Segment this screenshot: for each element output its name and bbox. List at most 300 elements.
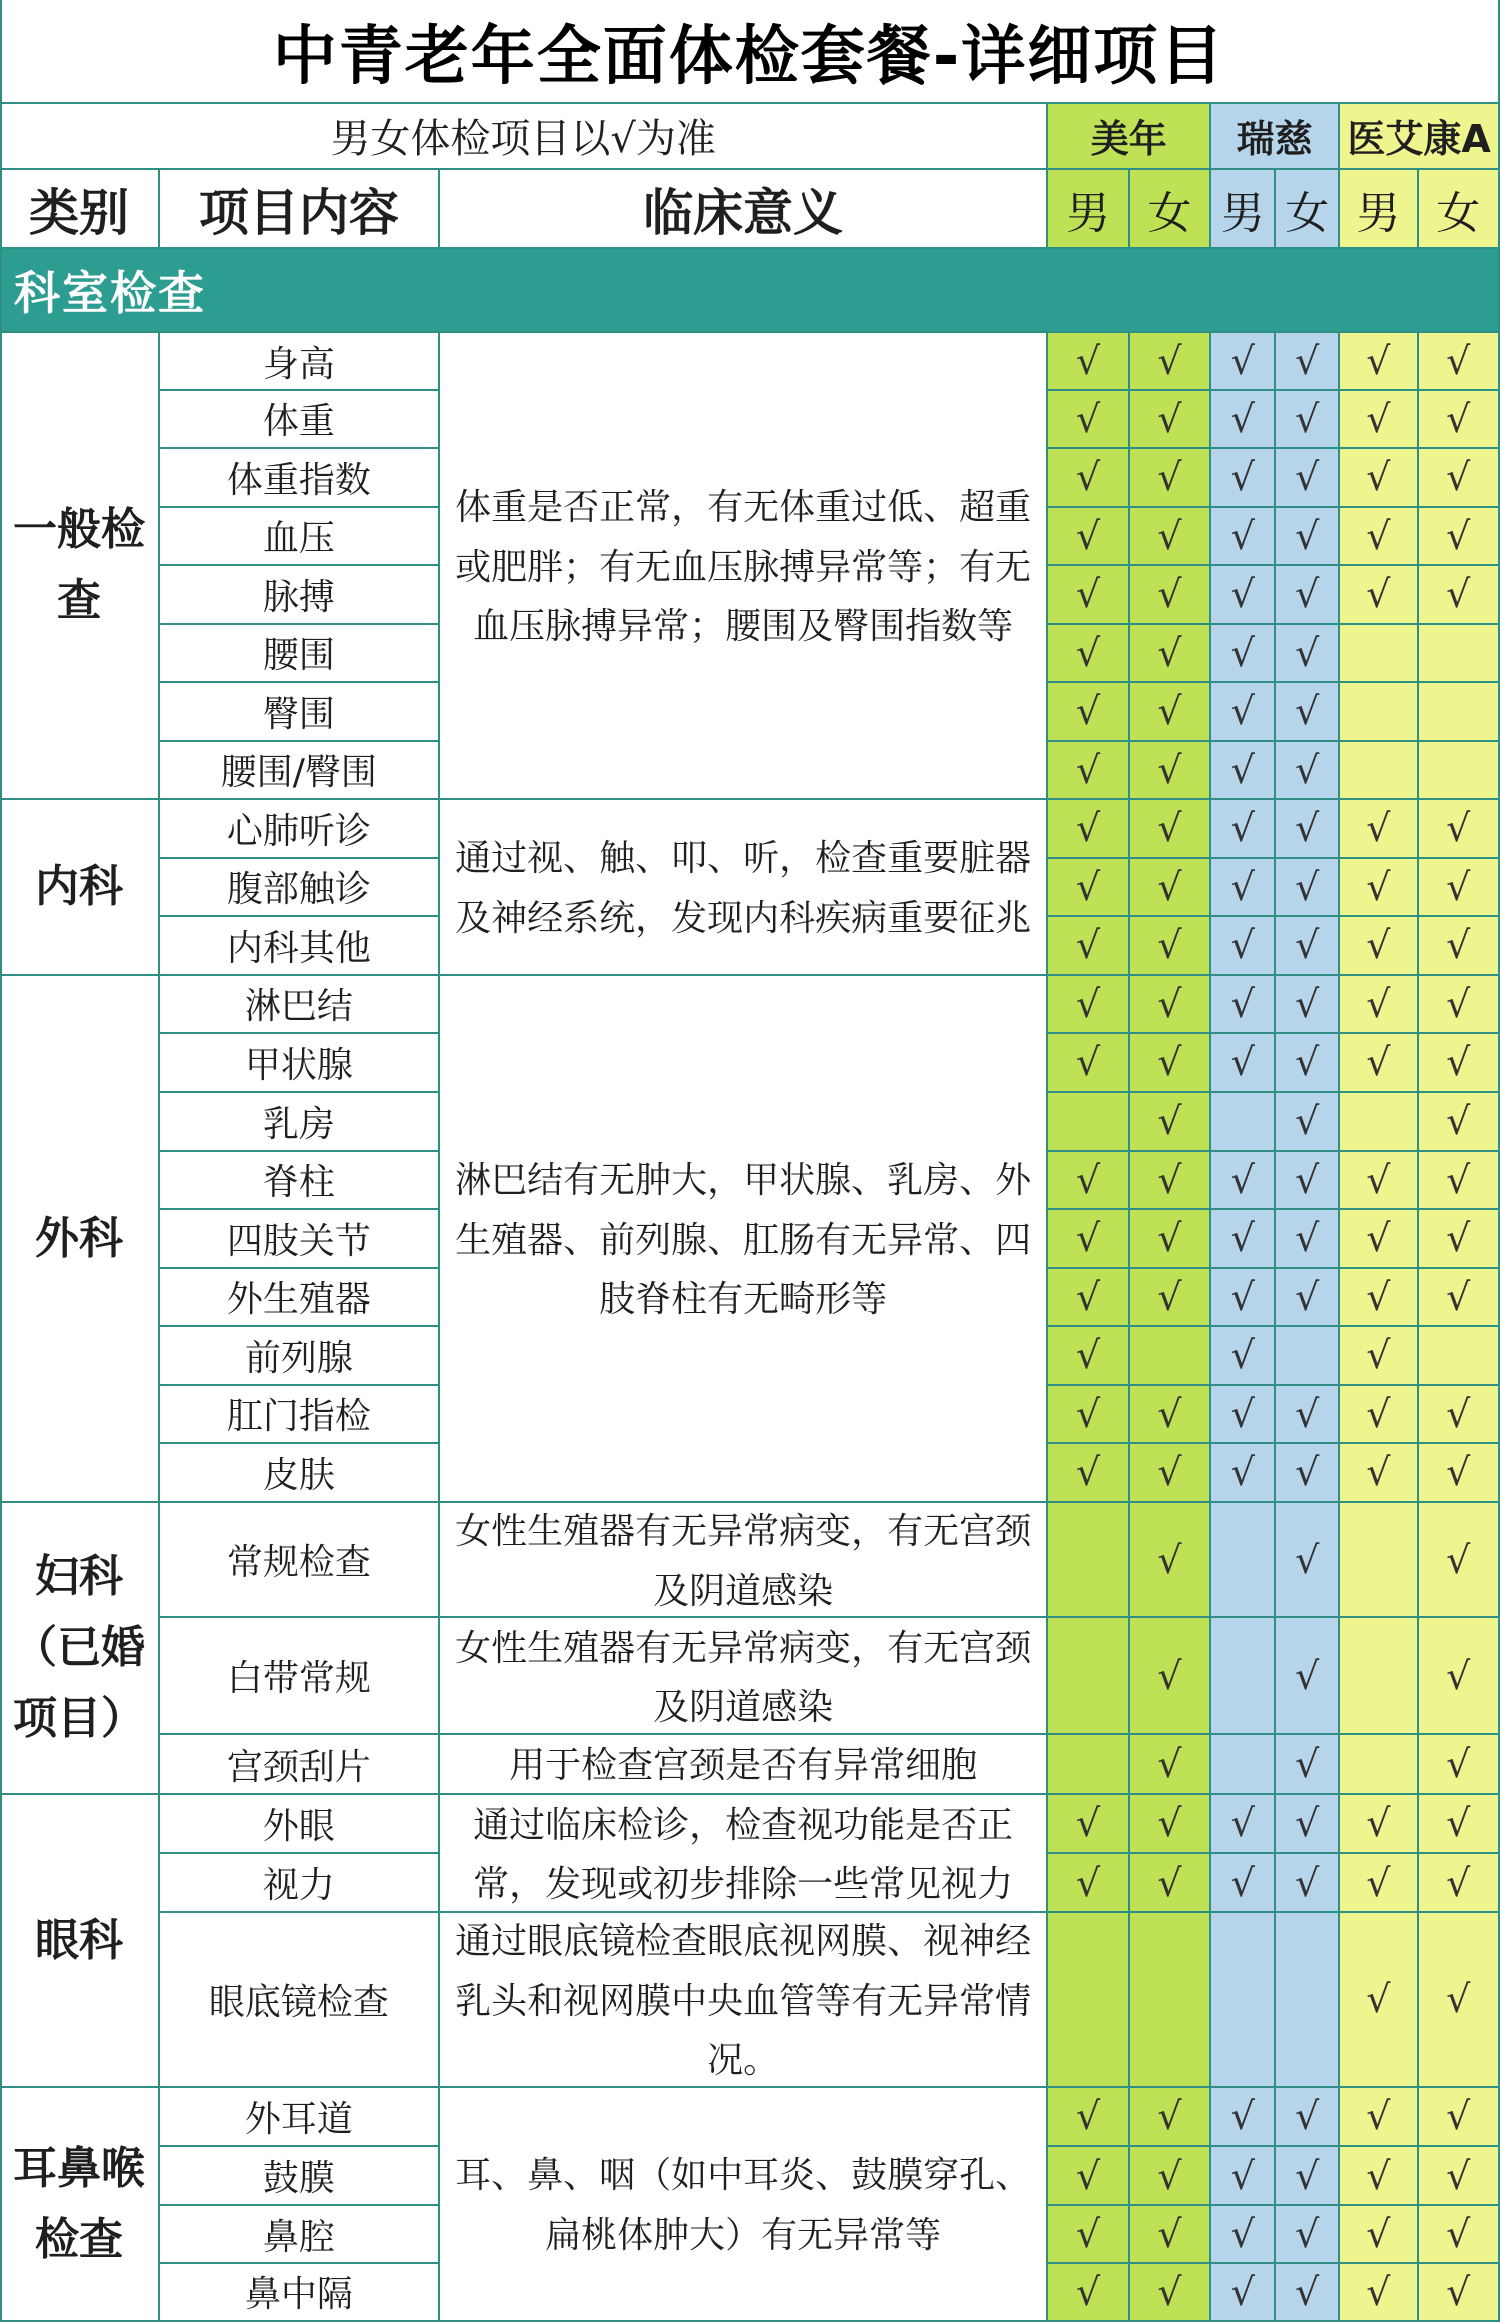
check-mark-icon: √ [1157, 1157, 1182, 1202]
check-mark-icon: √ [1366, 455, 1391, 500]
category-cell: 妇科（已婚项目） [0, 1503, 160, 1795]
check-cell [1211, 449, 1276, 508]
check-mark-icon: √ [1366, 1274, 1391, 1319]
check-mark-icon: √ [1075, 2269, 1101, 2314]
check-cell [1419, 2088, 1500, 2147]
meaning-text: 用于检查宫颈是否有异常细胞 [509, 1745, 978, 1787]
item-cell: 脊柱 [160, 1152, 440, 1210]
check-cell [1276, 683, 1340, 742]
check-cell [1340, 917, 1418, 976]
header-sex: 女 [1419, 170, 1500, 248]
check-cell [1048, 800, 1129, 859]
meaning-cell [440, 1735, 1049, 1794]
check-cell [1419, 800, 1500, 859]
check-mark-icon: √ [1230, 2153, 1255, 2198]
check-cell [1419, 508, 1500, 566]
check-mark-icon: √ [1295, 1450, 1320, 1495]
header-category: 类别 [0, 170, 160, 248]
check-mark-icon: √ [1157, 1801, 1182, 1846]
check-cell [1130, 508, 1211, 566]
check-cell [1419, 449, 1500, 508]
check-cell [1276, 1093, 1340, 1152]
check-cell [1340, 1269, 1418, 1327]
check-cell [1419, 1618, 1500, 1735]
check-mark-icon: √ [1230, 2212, 1255, 2257]
check-mark-icon: √ [1295, 1801, 1320, 1846]
check-mark-icon: √ [1295, 1099, 1320, 1144]
check-cell [1419, 1152, 1500, 1210]
category-cell: 外科 [0, 976, 160, 1503]
section-title: 科室检查 [0, 249, 1500, 333]
check-cell [1340, 1093, 1418, 1152]
check-cell [1276, 2147, 1340, 2206]
check-cell [1211, 1386, 1276, 1444]
check-mark-icon: √ [1075, 1450, 1101, 1495]
check-mark-icon: √ [1295, 2212, 1320, 2257]
check-cell [1048, 508, 1129, 566]
check-mark-icon: √ [1157, 2212, 1182, 2257]
check-cell [1276, 1034, 1340, 1093]
check-cell [1048, 683, 1129, 742]
check-cell [1130, 625, 1211, 683]
check-cell [1276, 391, 1340, 449]
check-mark-icon: √ [1230, 630, 1255, 675]
check-mark-icon: √ [1446, 806, 1471, 851]
check-mark-icon: √ [1295, 396, 1320, 441]
header-sex: 女 [1276, 170, 1340, 248]
check-cell [1276, 1795, 1340, 1854]
item-cell: 肛门指检 [160, 1386, 440, 1444]
header-sex: 男 [1048, 170, 1129, 248]
check-cell [1276, 1854, 1340, 1913]
item-cell: 前列腺 [160, 1327, 440, 1386]
check-mark-icon: √ [1295, 923, 1320, 968]
check-cell [1419, 1210, 1500, 1269]
check-mark-icon: √ [1366, 1216, 1391, 1261]
check-mark-icon: √ [1446, 1801, 1471, 1846]
check-mark-icon: √ [1295, 2094, 1320, 2139]
check-mark-icon: √ [1366, 1391, 1391, 1436]
check-cell [1211, 1503, 1276, 1618]
check-cell [1340, 1034, 1418, 1093]
check-cell [1419, 683, 1500, 742]
check-mark-icon: √ [1446, 1157, 1471, 1202]
check-cell [1340, 1854, 1418, 1913]
check-mark-icon: √ [1230, 1333, 1255, 1378]
check-cell [1048, 1913, 1129, 2088]
check-mark-icon: √ [1230, 923, 1255, 968]
check-mark-icon: √ [1075, 396, 1101, 441]
check-mark-icon: √ [1157, 2269, 1182, 2314]
check-cell [1340, 1735, 1418, 1794]
check-mark-icon: √ [1446, 2094, 1471, 2139]
check-mark-icon: √ [1366, 2212, 1391, 2257]
item-cell: 皮肤 [160, 1444, 440, 1503]
check-cell [1130, 566, 1211, 625]
meaning-text: 耳、鼻、咽（如中耳炎、鼓膜穿孔、扁桃体肿大）有无异常等 [455, 2155, 1032, 2256]
check-mark-icon: √ [1075, 806, 1101, 851]
check-mark-icon: √ [1446, 1216, 1471, 1261]
category-cell: 内科 [0, 800, 160, 976]
check-cell [1048, 976, 1129, 1034]
check-mark-icon: √ [1295, 1653, 1320, 1698]
item-cell: 身高 [160, 333, 440, 391]
check-cell [1130, 1618, 1211, 1735]
check-mark-icon: √ [1230, 1801, 1255, 1846]
check-cell [1048, 1444, 1129, 1503]
check-mark-icon: √ [1075, 1216, 1101, 1261]
check-mark-icon: √ [1157, 572, 1182, 617]
check-cell [1211, 1269, 1276, 1327]
check-cell [1419, 2264, 1500, 2322]
check-cell [1276, 508, 1340, 566]
check-mark-icon: √ [1075, 1801, 1101, 1846]
check-cell [1211, 2264, 1276, 2322]
check-cell [1048, 449, 1129, 508]
check-cell [1048, 742, 1129, 800]
check-cell [1130, 1152, 1211, 1210]
check-cell [1211, 1152, 1276, 1210]
check-cell [1419, 391, 1500, 449]
check-mark-icon: √ [1295, 747, 1320, 792]
check-cell [1276, 1503, 1340, 1618]
item-cell: 腹部触诊 [160, 859, 440, 917]
check-cell [1130, 2206, 1211, 2264]
check-mark-icon: √ [1366, 572, 1391, 617]
item-cell: 心肺听诊 [160, 800, 440, 859]
check-mark-icon: √ [1157, 513, 1182, 558]
check-mark-icon: √ [1366, 1157, 1391, 1202]
plan-name: 医艾康A [1340, 104, 1500, 171]
check-mark-icon: √ [1295, 2153, 1320, 2198]
check-mark-icon: √ [1366, 1801, 1391, 1846]
check-mark-icon: √ [1157, 1653, 1182, 1698]
meaning-cell [440, 976, 1049, 1503]
check-cell [1130, 1269, 1211, 1327]
check-mark-icon: √ [1366, 396, 1391, 441]
check-mark-icon: √ [1157, 2094, 1182, 2139]
check-mark-icon: √ [1295, 689, 1320, 734]
header-sex: 男 [1211, 170, 1276, 248]
check-mark-icon: √ [1075, 1040, 1101, 1085]
check-mark-icon: √ [1366, 1333, 1391, 1378]
check-mark-icon: √ [1230, 513, 1255, 558]
check-cell [1419, 1795, 1500, 1854]
check-cell [1276, 1913, 1340, 2088]
check-cell [1048, 2147, 1129, 2206]
check-cell [1419, 1269, 1500, 1327]
check-cell [1419, 1386, 1500, 1444]
item-cell: 外耳道 [160, 2088, 440, 2147]
item-cell: 视力 [160, 1854, 440, 1913]
check-mark-icon: √ [1295, 455, 1320, 500]
table-left-border [0, 0, 2, 2322]
meaning-text: 女性生殖器有无异常病变，有无宫颈及阴道感染 [455, 1627, 1032, 1728]
check-mark-icon: √ [1295, 1040, 1320, 1085]
check-cell [1130, 859, 1211, 917]
check-cell [1419, 333, 1500, 391]
item-cell: 腰围/臀围 [160, 742, 440, 800]
check-cell [1340, 1152, 1418, 1210]
check-mark-icon: √ [1230, 396, 1255, 441]
check-cell [1340, 391, 1418, 449]
check-mark-icon: √ [1446, 864, 1471, 909]
check-mark-icon: √ [1230, 1157, 1255, 1202]
meaning-text: 女性生殖器有无异常病变，有无宫颈及阴道感染 [455, 1511, 1032, 1612]
plan-name: 美年 [1048, 104, 1211, 171]
check-cell [1130, 1854, 1211, 1913]
check-mark-icon: √ [1446, 981, 1471, 1026]
check-cell [1048, 333, 1129, 391]
check-cell [1419, 1503, 1500, 1618]
check-cell [1276, 1735, 1340, 1794]
item-cell: 四肢关节 [160, 1210, 440, 1269]
check-mark-icon: √ [1295, 806, 1320, 851]
check-cell [1048, 566, 1129, 625]
check-mark-icon: √ [1230, 689, 1255, 734]
check-cell [1211, 1327, 1276, 1386]
check-mark-icon: √ [1295, 1391, 1320, 1436]
check-mark-icon: √ [1366, 1860, 1391, 1905]
check-mark-icon: √ [1157, 1742, 1182, 1787]
header-sex: 女 [1130, 170, 1211, 248]
item-cell: 臀围 [160, 683, 440, 742]
check-cell [1276, 333, 1340, 391]
check-cell [1048, 1210, 1129, 1269]
check-mark-icon: √ [1075, 2212, 1101, 2257]
check-cell [1048, 1503, 1129, 1618]
header-sex: 男 [1340, 170, 1418, 248]
check-mark-icon: √ [1446, 2153, 1471, 2198]
check-cell [1130, 2264, 1211, 2322]
check-cell [1340, 1913, 1418, 2088]
check-mark-icon: √ [1075, 572, 1101, 617]
check-mark-icon: √ [1157, 1537, 1182, 1582]
check-cell [1048, 1093, 1129, 1152]
check-cell [1419, 1327, 1500, 1386]
check-mark-icon: √ [1446, 455, 1471, 500]
check-mark-icon: √ [1446, 1450, 1471, 1495]
check-cell [1340, 625, 1418, 683]
check-mark-icon: √ [1295, 630, 1320, 675]
item-cell: 内科其他 [160, 917, 440, 976]
check-mark-icon: √ [1230, 981, 1255, 1026]
check-mark-icon: √ [1075, 2094, 1101, 2139]
check-cell [1276, 976, 1340, 1034]
check-mark-icon: √ [1446, 1977, 1471, 2022]
check-cell [1211, 1913, 1276, 2088]
check-mark-icon: √ [1366, 806, 1391, 851]
check-cell [1211, 976, 1276, 1034]
category-cell: 眼科 [0, 1795, 160, 2088]
check-mark-icon: √ [1157, 630, 1182, 675]
check-mark-icon: √ [1157, 1450, 1182, 1495]
check-mark-icon: √ [1157, 981, 1182, 1026]
check-cell [1211, 1093, 1276, 1152]
check-cell [1419, 566, 1500, 625]
check-mark-icon: √ [1075, 455, 1101, 500]
check-cell [1048, 1854, 1129, 1913]
check-mark-icon: √ [1446, 513, 1471, 558]
check-cell [1048, 2088, 1129, 2147]
check-mark-icon: √ [1075, 689, 1101, 734]
check-mark-icon: √ [1366, 339, 1391, 384]
check-mark-icon: √ [1230, 747, 1255, 792]
check-cell [1211, 683, 1276, 742]
check-cell [1340, 449, 1418, 508]
check-cell [1211, 859, 1276, 917]
page-title: 中青老年全面体检套餐-详细项目 [0, 0, 1500, 104]
meaning-cell [440, 333, 1049, 799]
check-mark-icon: √ [1446, 1391, 1471, 1436]
check-cell [1276, 1618, 1340, 1735]
check-mark-icon: √ [1295, 1537, 1320, 1582]
check-cell [1419, 1034, 1500, 1093]
check-cell [1048, 2206, 1129, 2264]
item-cell: 甲状腺 [160, 1034, 440, 1093]
check-mark-icon: √ [1230, 2094, 1255, 2139]
check-cell [1048, 625, 1129, 683]
check-mark-icon: √ [1075, 339, 1101, 384]
selection-note: 男女体检项目以√为准 [0, 104, 1048, 171]
plan-name: 瑞慈 [1211, 104, 1340, 171]
check-mark-icon: √ [1295, 1274, 1320, 1319]
check-cell [1419, 1093, 1500, 1152]
check-cell [1419, 2206, 1500, 2264]
check-mark-icon: √ [1295, 1157, 1320, 1202]
check-cell [1048, 1386, 1129, 1444]
check-cell [1340, 1618, 1418, 1735]
check-cell [1048, 1735, 1129, 1794]
check-cell [1340, 742, 1418, 800]
check-cell [1276, 566, 1340, 625]
check-mark-icon: √ [1157, 689, 1182, 734]
check-cell [1340, 1210, 1418, 1269]
item-cell: 宫颈刮片 [160, 1735, 440, 1794]
meaning-text: 通过眼底镜检查眼底视网膜、视神经乳头和视网膜中央血管等有无异常情况。 [455, 1921, 1032, 2082]
check-mark-icon: √ [1075, 981, 1101, 1026]
check-cell [1340, 1327, 1418, 1386]
meaning-cell [440, 800, 1049, 976]
check-cell [1130, 742, 1211, 800]
check-cell [1276, 1444, 1340, 1503]
check-cell [1276, 742, 1340, 800]
check-cell [1211, 391, 1276, 449]
check-cell [1048, 1618, 1129, 1735]
check-cell [1130, 1386, 1211, 1444]
header-meaning: 临床意义 [440, 170, 1049, 248]
check-mark-icon: √ [1295, 2269, 1320, 2314]
check-cell [1419, 625, 1500, 683]
check-mark-icon: √ [1366, 981, 1391, 1026]
check-cell [1130, 449, 1211, 508]
check-mark-icon: √ [1230, 1216, 1255, 1261]
check-mark-icon: √ [1157, 339, 1182, 384]
check-cell [1419, 917, 1500, 976]
check-cell [1340, 683, 1418, 742]
check-cell [1276, 1269, 1340, 1327]
check-cell [1419, 1444, 1500, 1503]
check-mark-icon: √ [1446, 1099, 1471, 1144]
item-cell: 鼓膜 [160, 2147, 440, 2206]
category-cell: 一般检查 [0, 333, 160, 799]
check-mark-icon: √ [1157, 396, 1182, 441]
check-mark-icon: √ [1157, 2153, 1182, 2198]
check-cell [1130, 333, 1211, 391]
item-cell: 乳房 [160, 1093, 440, 1152]
check-mark-icon: √ [1075, 1391, 1101, 1436]
check-cell [1419, 1913, 1500, 2088]
check-cell [1276, 917, 1340, 976]
check-mark-icon: √ [1075, 2153, 1101, 2198]
meaning-text: 通过视、触、叩、听，检查重要脏器及神经系统，发现内科疾病重要征兆 [455, 838, 1032, 939]
check-cell [1130, 1327, 1211, 1386]
check-cell [1130, 2147, 1211, 2206]
check-cell [1130, 683, 1211, 742]
check-mark-icon: √ [1295, 339, 1320, 384]
check-mark-icon: √ [1366, 923, 1391, 968]
check-cell [1048, 1327, 1129, 1386]
check-mark-icon: √ [1075, 747, 1101, 792]
check-mark-icon: √ [1157, 1099, 1182, 1144]
check-mark-icon: √ [1230, 1040, 1255, 1085]
check-cell [1276, 2264, 1340, 2322]
check-mark-icon: √ [1446, 2269, 1471, 2314]
check-cell [1419, 742, 1500, 800]
check-mark-icon: √ [1075, 1333, 1101, 1378]
check-mark-icon: √ [1446, 1653, 1471, 1698]
check-cell [1276, 625, 1340, 683]
check-mark-icon: √ [1230, 1274, 1255, 1319]
item-cell: 鼻腔 [160, 2206, 440, 2264]
check-cell [1276, 800, 1340, 859]
check-mark-icon: √ [1157, 1860, 1182, 1905]
check-cell [1419, 859, 1500, 917]
check-mark-icon: √ [1446, 1860, 1471, 1905]
check-cell [1211, 1210, 1276, 1269]
meaning-cell [440, 1795, 1049, 1913]
check-mark-icon: √ [1075, 1157, 1101, 1202]
check-cell [1419, 976, 1500, 1034]
check-cell [1048, 391, 1129, 449]
item-cell: 外眼 [160, 1795, 440, 1854]
meaning-cell [440, 1913, 1049, 2088]
check-cell [1276, 2206, 1340, 2264]
check-mark-icon: √ [1295, 1860, 1320, 1905]
check-cell [1340, 1444, 1418, 1503]
check-mark-icon: √ [1075, 513, 1101, 558]
check-cell [1276, 1386, 1340, 1444]
item-cell: 淋巴结 [160, 976, 440, 1034]
check-cell [1211, 800, 1276, 859]
check-cell [1048, 859, 1129, 917]
check-mark-icon: √ [1157, 747, 1182, 792]
item-cell: 血压 [160, 508, 440, 566]
check-mark-icon: √ [1446, 1040, 1471, 1085]
check-cell [1211, 1034, 1276, 1093]
check-mark-icon: √ [1230, 1450, 1255, 1495]
check-cell [1130, 1795, 1211, 1854]
check-mark-icon: √ [1230, 1860, 1255, 1905]
check-mark-icon: √ [1157, 455, 1182, 500]
check-mark-icon: √ [1157, 923, 1182, 968]
meaning-cell [440, 1503, 1049, 1618]
meaning-text: 淋巴结有无肿大，甲状腺、乳房、外生殖器、前列腺、肛肠有无异常、四肢脊柱有无畸形等 [455, 1160, 1032, 1321]
check-mark-icon: √ [1230, 572, 1255, 617]
check-cell [1276, 2088, 1340, 2147]
check-cell [1340, 976, 1418, 1034]
check-mark-icon: √ [1446, 1742, 1471, 1787]
